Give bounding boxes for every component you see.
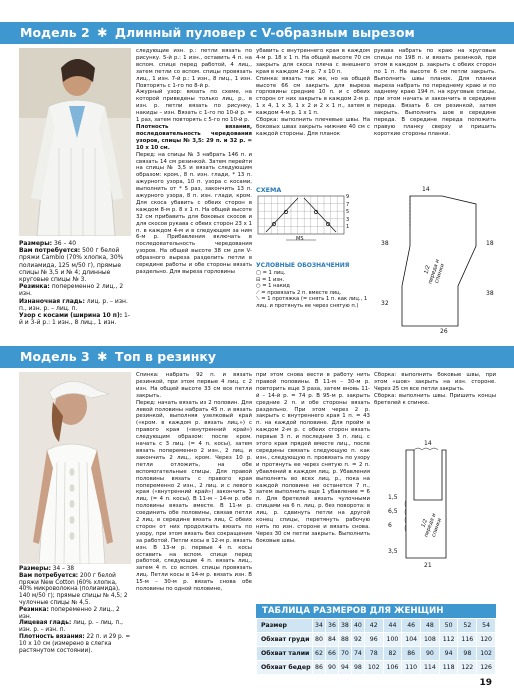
table-cell: 86: [313, 661, 326, 675]
table-cell: 102: [364, 661, 383, 675]
model3-dim-left-1: 1,5: [388, 494, 398, 501]
table-row: [257, 661, 496, 675]
table-row: [257, 633, 496, 647]
yarnover-symbol-icon: ○: [256, 283, 263, 290]
table-cell: 118: [439, 661, 458, 675]
table-cell: 94: [439, 647, 458, 661]
table-cell: 126: [477, 661, 496, 675]
table-row-label: Обхват талии: [257, 647, 313, 661]
table-cell: 44: [383, 619, 402, 633]
model2-dim-bottom: 26: [440, 328, 448, 335]
sizes-label: Размеры:: [19, 566, 51, 572]
table-cell: 108: [421, 633, 440, 647]
paragraph: Спинка: вязать так же, но на общей высоте 66 см закрыть для выреза горловины средние 10 п. и с обеих сторон от них закрыть в каждом 2-м р. 1 х 4, 1 х 3, 1 х 2 и 2 х 1 п., затем в каждом 4-м р. 1 х 1 п.: [256, 75, 370, 117]
purl-label: Изнаночная гладь:: [19, 297, 85, 305]
paragraph: рукава набрать по краю на круговые спицы по 198 п. и вязать резинкой, при этом в каждом р. закрыть с обеих сторон по 1 п. На высоте 6 см петли закрыть. Выполнить швы планок. Для планки выреза набрать по переднему краю и по заднему краю 194 п. на круговые спицы, при этом начать и закончить в середине переда. Вязать 6 см резинкой, затем закрыть. Выполнить шов в середине переда. В середине переда положить правую планку сверху и пришить короткие стороны планки.: [374, 48, 496, 137]
rib-label: Резинка:: [19, 606, 49, 613]
page-number: 19: [479, 678, 492, 688]
model2-dim-right: 18: [486, 240, 494, 247]
scheme-row-number: 9: [346, 194, 350, 200]
table-cell: 38: [338, 619, 351, 633]
model2-dim-top: 14: [422, 186, 430, 193]
table-row: [257, 619, 496, 633]
table-cell: 114: [421, 661, 440, 675]
ssk-symbol-icon: ⟍: [256, 296, 262, 303]
model2-header: [0, 22, 514, 44]
table-cell: 66: [325, 647, 338, 661]
table-cell: 104: [402, 633, 421, 647]
table-cell: 42: [364, 619, 383, 633]
model3-header: [0, 346, 514, 368]
table-cell: 116: [458, 633, 477, 647]
paragraph: убавить с внутреннего края в каждом 4-м р. 18 х 1 п. На общей высоте 70 см закрыть для скоса плеча с внешнего края в каждом 2-м р. 7 х 10 п.: [256, 48, 370, 75]
paragraph: Перед: начать вязать из 2 половин. Для левой половины набрать 45 п. и вязать резинкой, выполняя узелковый край («кром. в каждом р. вязать лиц.») с правого края («внутренний край») следующим образом: после кром. начать с 3 лиц. (= 4 п. косы), затем вязать попеременно 2 изн., 2 лиц. и закончить 2 лиц., кром. Через 10 р. петли отложить, на обе вспомогательные спицы. Для правой половины вязать с правого края попеременно 2 изн., 2 лиц. и с левого края («внутренний край») закончить 3 лиц. (= 4 п. косы). В 11-м – 14-м р. обе половины вязать вместе. В 11-м р. соединить обе половины, связав петли 2 лиц. в середине вязать лиц. С обеих сторон от них продолжать вязать по узору, при этом вязать без сокращения за работой. Петли косы в 12-м р. вязать изн. В 13-м р. первые 4 п. косы оставить на вспом. спице перед работой, следующие 4 п. вязать лиц., затем 4 п. со вспом. спицы провязать лиц. Петли косы в 14-м р. вязать изн. В 15-м – 30-м р. вязать снова обе половины по одной половине,: [136, 399, 252, 593]
table-cell: 122: [458, 661, 477, 675]
table-cell: 46: [402, 619, 421, 633]
model3-text-col3: [374, 372, 496, 406]
table-cell: 92: [351, 633, 364, 647]
paragraph: следующие изн. р.: петли вязать по рисунку. 5-й р.: 1 изн., оставить 4 п. на вспом. спице перед работой, 4 лиц., затем петли со вспом. спицы провязать лиц., 1 изн. 7-й р.: 1 изн., 8 лиц., 1 изн. Повторять с 1-го по 8-й р.: [136, 48, 252, 89]
table-cell: 62: [313, 647, 326, 661]
legend-item: ⟋ = провязать 2 п. вместе лиц.: [256, 289, 342, 296]
face-value: лиц. р. – лиц. п., изн. р. – изн. п.: [19, 620, 123, 634]
density-label: Плотность вязания:: [19, 633, 85, 640]
scheme-row-number: 1: [346, 224, 350, 231]
table-cell: 48: [421, 619, 440, 633]
model3-dim-left-2: 6,5: [388, 508, 398, 515]
table-cell: 36: [325, 619, 338, 633]
sizes-value: 34 – 38: [52, 566, 75, 572]
table-cell: 94: [338, 661, 351, 675]
table-cell: 50: [439, 619, 458, 633]
scheme-row-number: 3: [346, 216, 350, 223]
table-row-label: Размер: [257, 619, 313, 633]
table-cell: 80: [313, 633, 326, 647]
model2-text-col2: [256, 48, 370, 183]
table-row: [257, 647, 496, 661]
braid-value: 1-й и 3-й р.: 1 изн., 8 лиц., 1 изн.: [19, 312, 130, 327]
table-cell: 74: [351, 647, 364, 661]
asterisk-icon: ✱: [97, 349, 108, 364]
sizes-table-block: [256, 604, 496, 675]
table-cell: 112: [439, 633, 458, 647]
table-row-label: Обхват бедер: [257, 661, 313, 675]
knitting-scheme: [256, 194, 356, 244]
table-cell: 96: [364, 633, 383, 647]
paragraph: Сборка: выполнить швы. Пришить концы бретелей к спинке.: [374, 392, 496, 406]
k2tog-symbol-icon: ⟋: [256, 289, 262, 296]
legend: [256, 270, 374, 310]
purl-symbol-icon: ⊟: [256, 276, 262, 283]
paragraph: при этом снова вести в работу нить правой половины. В 11-м – 30-м р. повторить еще 3 раза, затем вновь 11-й – 14-й р. = 74 р. В 95-м р. закрыть средние 2 п. и обе стороны вязать раздельно. При этом через 2 р. закрыть с внутреннего края 1 п. = 43 п. на каждой половине. Для пройм в каждом 2-м р. с обеих сторон вязать первые 3 п. и последние 3 п. лиц. с этого края прядей вместе лиц., после середины связать следующую п. как изн., следующую п. провязать по узору и протянуть ее через снятую п. = 2 п. убавлений в каждом лиц. р. Убавления выполнять во всех лиц. р., пока на каждой половине не останется 7 п., затем выполнить еще 1 убавление = 6 п. Для бретелей вязать чулочными спицами на 6 п. лиц. р. без поворота: в лиц. р. сдвинуть петли на другой конец спицы, перетянуть рабочую нить по изн. стороне и вязать снова. Через 30 см петли закрыть. Выполнить боковые швы.: [256, 372, 370, 544]
sizes-table-title: ТАБЛИЦА РАЗМЕРОВ ДЛЯ ЖЕНЩИН: [256, 604, 496, 618]
table-cell: 110: [402, 661, 421, 675]
table-cell: 86: [402, 647, 421, 661]
rib-value: попеременно 2 лиц., 2 изн.: [19, 283, 124, 298]
paragraph: Ажурный узор: вязать по схеме, на которой приведены только лиц. р., в изн. р. петли вязать по рисунку, накиды – изн. Вязать с 1-го по 10-й р. = 1 раз, затем повторять с 5-го по 10-й р.: [136, 89, 252, 124]
model2-title: Длинный пуловер с V-образным вырезом: [114, 25, 415, 40]
table-cell: 84: [325, 633, 338, 647]
table-cell: 90: [421, 647, 440, 661]
legend-item: ▢ = 1 лиц.: [256, 270, 286, 276]
legend-item: ○ = 1 накид: [256, 283, 290, 290]
model3-dim-left-4: 3,5: [388, 548, 398, 555]
scheme-title: СХЕМА: [256, 186, 282, 194]
knit-symbol-icon: ▢: [256, 270, 263, 276]
table-cell: 34: [313, 619, 326, 633]
paragraph: Плотность вязания, последовательность чередования узоров, спицы № 3,5: 29 п. и 32 р. = 10 х 10 см.: [136, 123, 252, 151]
table-cell: 40: [351, 619, 364, 633]
table-cell: 82: [383, 647, 402, 661]
model2-pattern-label: 1/2 переда и спинки: [423, 258, 446, 285]
model3-text-col1: [136, 372, 252, 692]
face-label: Лицевая гладь:: [19, 620, 72, 627]
needed-value: 500 г белой пряжи Cambio (70% хлопка, 30% полиамида, 125 м/50 г), прямые спицы № 3,5 и № 4; длинные круговые спицы № 3.: [19, 247, 124, 284]
model3-photo: [19, 372, 131, 564]
table-cell: 88: [338, 633, 351, 647]
braid-label: Узор с косами (ширина 10 п):: [19, 312, 123, 320]
sizes-label: Размеры:: [19, 240, 53, 247]
model2-dim-left: 38: [381, 240, 389, 247]
model2-text-col1: [136, 48, 252, 330]
table-cell: 98: [458, 647, 477, 661]
model2-dim-right-2: 38: [486, 290, 494, 297]
scheme-ms-label: MS: [296, 236, 304, 242]
table-cell: 78: [364, 647, 383, 661]
model2-dim-left-2: 32: [381, 300, 389, 307]
needed-label: Вам потребуется:: [19, 247, 81, 255]
sizes-table: [256, 618, 496, 675]
table-cell: 98: [351, 661, 364, 675]
model3-caption: [19, 566, 131, 654]
model3-title: Топ в резинку: [114, 349, 217, 364]
paragraph: Спинка: набрать 92 п. и вязать резинкой, при этом первые 4 лиц. с 2 изн. На общей высоте 33 см все петли закрыть.: [136, 372, 252, 399]
table-cell: 102: [477, 647, 496, 661]
needed-label: Вам потребуется:: [19, 572, 79, 579]
rib-value: попеременно 2 лиц., 2 изн.: [19, 606, 120, 620]
table-cell: 70: [338, 647, 351, 661]
needed-value: 200 г белой пряжи New Cotton (60% хлопка, 40% микроволокна (полиамида), 140 м/50 г); прямые спицы № 4,5; 2 чулочные спицы № 4,5.: [19, 572, 128, 606]
legend-item: ⟍ = 1 протяжка (= снять 1 п. как лиц., 1 лиц. и протянуть ее через снятую п.): [256, 296, 368, 309]
table-row-label: Обхват груди: [257, 633, 313, 647]
table-cell: 90: [325, 661, 338, 675]
model3-number: Модель 3: [20, 349, 90, 364]
table-cell: 54: [477, 619, 496, 633]
model3-dim-top: 14: [424, 440, 432, 447]
table-cell: 100: [383, 633, 402, 647]
model3-dim-left-3: 6: [388, 522, 392, 529]
model3-pattern-label: 1/2 переда и спинки: [420, 512, 443, 539]
paragraph: Перед: на спицы № 3 набрать 146 п. и связать 14 см резинкой. Затем перейти на спицы № 3,5 и вязать следующим образом: кром., 8 п. изн. глади, * 13 п. ажурного узора, 10 п. узора с косами, выполнить от * 5 раз, закончить 13 п. ажурного узора, 8 п. изн. глади, кром. Для скоса убавить с обеих сторон в каждом 8-м р. 8 х 1 п. На общей высоте 32 см прибавить для боковых скосов и для скосов рукава с обеих сторон 23 х 1 п. в каждом 4-м и в следующем за ним 6-м р. Прибавления включать в последовательность чередования узоров. На общей высоте 38 см для V-образного выреза разделить петли в середине работы и обе стороны вязать раздельно. Для выреза горловины: [136, 151, 252, 275]
model2-text-col3: [374, 48, 496, 183]
scheme-row-number: 7: [346, 201, 350, 208]
purl-value: лиц. р. – изн. п., изн. р. – лиц. п.: [19, 297, 128, 312]
model3-text-col2: [256, 372, 370, 594]
scheme-row-number: 5: [346, 209, 350, 216]
model2-caption: [19, 240, 131, 326]
legend-title: УСЛОВНЫЕ ОБОЗНАЧЕНИЯ: [256, 262, 350, 269]
legend-item: ⊟ = 1 изн.: [256, 276, 285, 283]
paragraph: Сборка: выполнить плечевые швы. На боковых швах закрыть нижние 40 см с каждой стороны. Для планок: [256, 117, 370, 137]
table-cell: 120: [477, 633, 496, 647]
model3-pattern-diagram: [396, 440, 456, 570]
rib-label: Резинка:: [19, 283, 50, 291]
sizes-value: 36 – 40: [53, 240, 77, 247]
scheme-row-numbers: [346, 194, 349, 232]
model3-dim-bottom: 21: [424, 562, 432, 569]
table-cell: 106: [383, 661, 402, 675]
paragraph: Сборка: выполнить боковые швы, при этом «шов» закрыть на изн. стороне. Через 25 см все петли закрыть.: [374, 372, 496, 392]
density-value: 22 п. и 29 р. = 10 х 10 см (измерено в слегка растянутом состоянии).: [19, 633, 131, 654]
table-cell: 52: [458, 619, 477, 633]
asterisk-icon: ✱: [97, 25, 108, 40]
model2-photo: [19, 48, 131, 236]
model2-number: Модель 2: [20, 25, 90, 40]
